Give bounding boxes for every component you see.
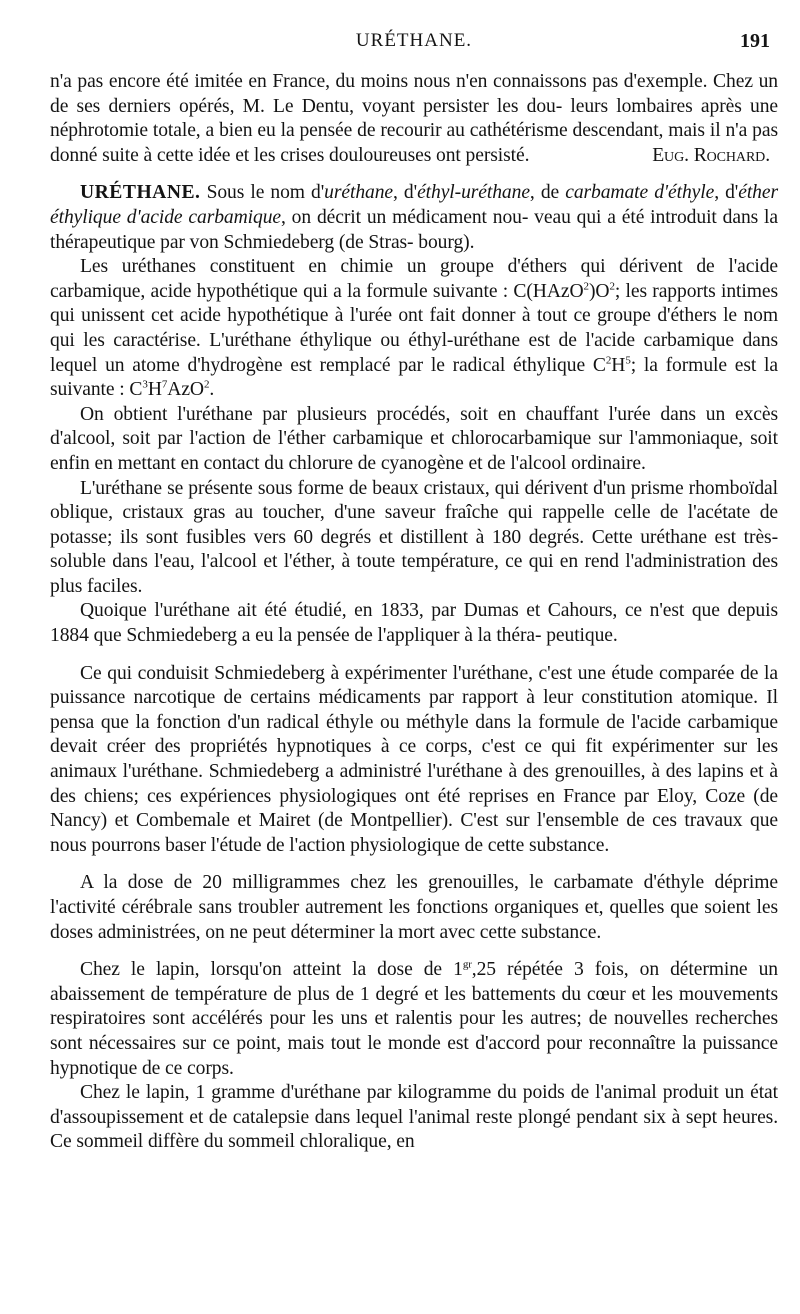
continuation-line: leurs lombaires après une néphrotomie totale, a bien eu la pensée de recourir bbox=[50, 95, 778, 142]
superscript: 2 bbox=[605, 354, 612, 366]
paragraph-chemistry bbox=[50, 255, 778, 403]
paragraph-schmiedeberg: Ce qui conduisit Schmiedeberg à expérimenter l'uréthane, c'est une étude comparée de la puissance narcotique de certains médicaments par rapport à leur constitution atomique. Il pensa que la fonction d'un radical éthyle ou méthyle dans la formule de l'acide carbamique devait créer des propriétés hypnotiques à ce corps, c'est ce qui fit expérimenter sur les animaux l'uréthane. Schmiedeberg a administré l'uréthane à des grenouilles, à des lapins et à des chiens; ces expériences physiologiques ont été reprises en France par Eloy, Coze (de Nancy) et Combemale et Mairet (de Montpellier). C'est sur l'ensemble de ces travaux que nous pourrons baser l'étude de l'action physiologique de cette substance. bbox=[50, 662, 778, 856]
text-run: )O bbox=[588, 280, 610, 302]
text-run: , d' bbox=[393, 182, 418, 204]
text-run: ; les rapports intimes qui unissent cet acide hypothétique à l'urée ont fait donner à tout ce groupe d'éthers le nom qui les caractérise. L'uréthane éthylique ou éthyl-uréthane est de l'acide carbamique dans lequel un atome d'hydrogène est remplacé par le radical éthylique C bbox=[50, 280, 778, 376]
paragraph-preparation: On obtient l'uréthane par plusieurs procédés, soit en chauffant l'urée dans un excès d'alcool, soit par l'action de l'éther carbamique et chlorocarbamique sur l'ammoniaque, soit enfin en mettant en contact du chlorure de cyanogène et de l'alcool ordinaire. bbox=[50, 403, 778, 474]
superscript: 2 bbox=[583, 280, 589, 293]
text-run: , on décrit un médicament nou- veau qui a été introduit dans la thérapeutique par von Schmiedeberg (de Stras- bourg). bbox=[50, 206, 778, 253]
continuation-line: crises douloureuses ont persisté. bbox=[280, 144, 530, 166]
text-run: AzO bbox=[167, 379, 204, 401]
paragraph-history: Quoique l'uréthane ait été étudié, en 1833, par Dumas et Cahours, ce n'est que depuis 1884 que Schmiedeberg a eu la pensée de l'appliquer à la théra- peutique. bbox=[50, 600, 778, 647]
text-run: H bbox=[611, 354, 626, 376]
text-run: Sous le nom d' bbox=[206, 182, 325, 204]
paragraph-frogs: A la dose de 20 milligrammes chez les grenouilles, le carbamate d'éthyle déprime l'activité cérébrale sans troubler autrement les fonctions organiques et, quelles que soient les doses administrées, on ne peut déterminer la mort avec cette substance. bbox=[50, 872, 778, 943]
author-signature bbox=[652, 144, 770, 169]
continuation-line: au cathétérisme descendant, mais il n'a pas donné suite à cette idée et les bbox=[50, 120, 778, 166]
continuation-line: n'a pas encore été imitée en France, du moins nous n'en connaissons pas bbox=[50, 71, 619, 92]
paragraph-rabbit-dose bbox=[50, 958, 778, 1081]
text-run: ,25 répétée 3 fois, on détermine un abaissement de température de plus de 1 degré et les battements du cœur et les mouvements respiratoires sont accélérés pour les uns et ralentis pour les autres; de nouvelles recherches sont nécessaires sur ce point, mais tout le monde est d'accord pour reconnaître la puissance hypnotique de ce corps. bbox=[50, 959, 778, 1079]
superscript: gr bbox=[462, 958, 472, 971]
italic-term: éthyl-uréthane bbox=[417, 182, 530, 204]
text-run: , de bbox=[529, 182, 566, 204]
page-header bbox=[50, 30, 778, 58]
paragraph-rabbit-sleep: Chez le lapin, 1 gramme d'uréthane par kilogramme du poids de l'animal produit un état d'assoupissement et de catalepsie dans lequel l'animal reste plongé pendant six à sept heures. Ce sommeil diffère du sommeil chloralique, en bbox=[50, 1082, 778, 1153]
text-run: ; la formule est la suivante : C bbox=[50, 354, 778, 401]
article-heading-paragraph bbox=[50, 181, 778, 255]
text-run: , d' bbox=[714, 182, 739, 204]
superscript: 2 bbox=[609, 280, 615, 293]
text-run: Les uréthanes constituent en chimie un groupe d'éthers qui dérivent de l'acide carbamique, acide hypothétique qui a la formule suivante : C(HAzO bbox=[50, 256, 778, 302]
superscript: 7 bbox=[161, 378, 168, 391]
italic-term: éther éthylique d'acide carbamique bbox=[50, 182, 778, 228]
italic-term: uréthane bbox=[324, 182, 394, 204]
text-run: H bbox=[147, 379, 162, 401]
author-last: Rochard. bbox=[693, 144, 770, 166]
superscript: 5 bbox=[625, 354, 631, 366]
text-run: . bbox=[209, 379, 215, 401]
article-term: URÉTHANE. bbox=[80, 182, 201, 204]
superscript: 3 bbox=[142, 378, 148, 391]
text-run: Chez le lapin, lorsqu'on atteint la dose de 1 bbox=[80, 959, 463, 981]
paragraph-properties: L'uréthane se présente sous forme de beaux cristaux, qui dérivent d'un prisme rhomboïdal oblique, cristaux gras au toucher, d'une saveur fraîche qui rappelle celle de l'acétate de potasse; ils sont fusibles vers 60 degrés et distillent à 180 degrés. Cette uréthane est très-soluble dans l'eau, l'alcool et l'éther, à toute température, ce qui en rend l'administration des plus faciles. bbox=[50, 477, 778, 597]
continuation-line: d'exemple. Chez un de ses derniers opérés, M. Le Dentu, voyant persister les dou- bbox=[50, 71, 778, 117]
page-number: 191 bbox=[740, 30, 770, 52]
italic-term: carbamate d'éthyle bbox=[565, 182, 715, 204]
running-title: URÉTHANE. bbox=[355, 30, 473, 51]
continuation-paragraph bbox=[50, 70, 778, 168]
superscript: 2 bbox=[203, 378, 210, 391]
author-first: Eug. bbox=[652, 144, 689, 166]
